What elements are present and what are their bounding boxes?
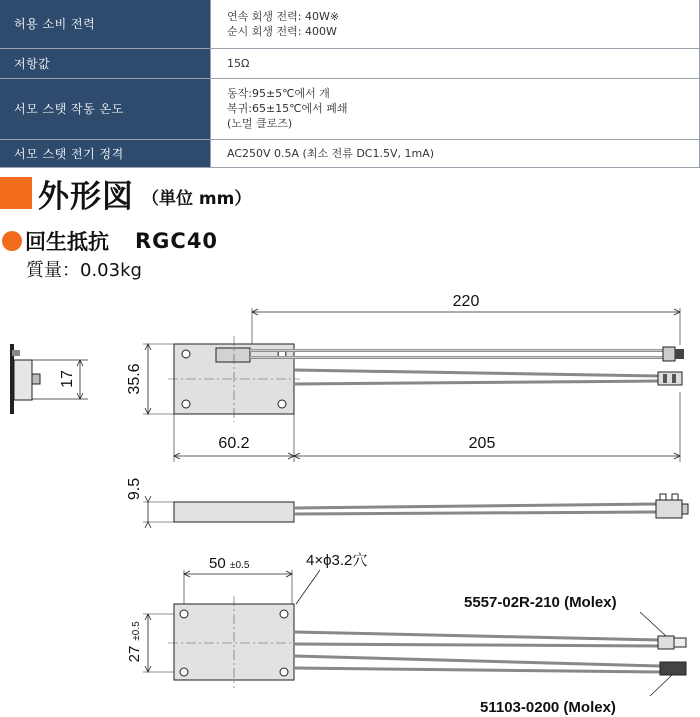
dimension-drawing [0,280,700,717]
spec-row-resistance [0,48,700,78]
dim-60-2-label: 60.2 [218,435,250,452]
spec-value [211,139,700,167]
spec-row-power [0,0,700,48]
orange-dot-icon [2,231,22,251]
product-heading [2,226,218,256]
mounting-view [126,552,686,716]
dim-205-label: 205 [468,435,496,452]
connector-top-label: 5557-02R-210 (Molex) [464,594,617,611]
spec-row-thermostat-temp [0,78,700,139]
orange-square-icon [0,177,32,209]
dim-27-tolerance: ±0.5 [131,621,142,641]
dim-9-5-label: 9.5 [126,477,143,501]
spec-key: 서모 스탯 전기 정격 [0,139,211,167]
dim-35-6-label: 35.6 [126,363,143,395]
spec-value [211,78,700,139]
spec-row-thermostat-rating [0,139,700,167]
dim-27-label: 27 [126,645,143,663]
product-name: 回生抵抗 [25,230,109,254]
spec-value-line: 순시 회생 전력: 400W [227,24,337,38]
spec-value-line: (노멀 클로즈) [227,117,293,130]
spec-key: 서모 스탯 작동 온도 [0,78,211,139]
spec-key: 저항값 [0,48,211,78]
product-mass: 質量：0.03kg [26,260,142,281]
holes-label: 4×ϕ3.2穴 [306,552,368,569]
section-heading [0,172,251,214]
product-model: RGC40 [135,229,219,253]
spec-value-line: 연속 회생 전력: 40W※ [227,9,340,23]
dim-17-label: 17 [59,370,76,388]
side-view [10,344,88,414]
spec-table [0,0,700,168]
spec-value-line: 15Ω [227,56,250,70]
spec-key: 허용 소비 전력 [0,0,211,48]
section-unit: （単位 mm） [142,188,252,209]
spec-value [211,0,700,48]
dim-220-label: 220 [452,293,480,310]
spec-value-line: 복귀:65±15℃에서 폐쇄 [227,102,348,115]
spec-value [211,48,700,78]
dim-50-tolerance: ±0.5 [230,560,250,571]
spec-value-line: AC250V 0.5A (최소 전류 DC1.5V, 1mA) [227,146,435,160]
connector-bottom-label: 51103-0200 (Molex) [480,699,616,716]
top-view [126,293,684,462]
section-title: 外形図 [38,178,134,215]
spec-value-line: 동작:95±5℃에서 개 [227,87,330,100]
front-view [126,478,688,528]
dim-50-label: 50 [209,555,226,572]
